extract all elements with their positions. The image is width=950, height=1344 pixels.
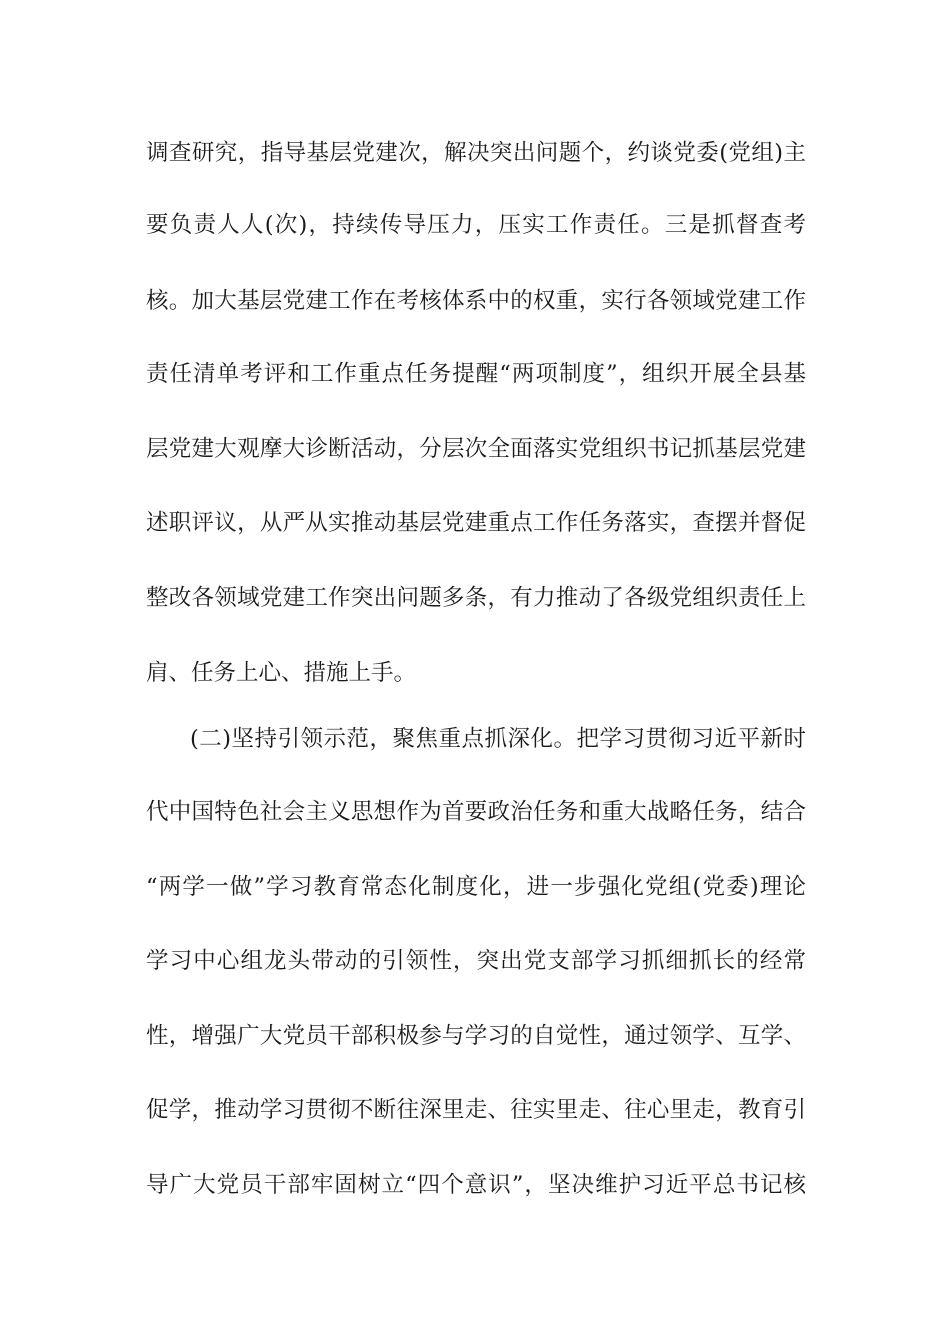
paragraph-line: 核。加大基层党建工作在考核体系中的权重，实行各领域党建工作	[146, 288, 806, 314]
paragraph-line: 层党建大观摩大诊断活动，分层次全面落实党组织书记抓基层党建	[146, 436, 806, 462]
paragraph-line: “两学一做”学习教育常态化制度化，进一步强化党组(党委)理论	[146, 874, 806, 900]
paragraph-line: 性，增强广大党员干部积极参与学习的自觉性，通过领学、互学、	[146, 1023, 806, 1049]
paragraph-line: 述职评议，从严从实推动基层党建重点工作任务落实，查摆并督促	[146, 510, 806, 536]
paragraph-line: 肩、任务上心、措施上手。	[146, 660, 417, 686]
paragraph-line: 调查研究，指导基层党建次，解决突出问题个，约谈党委(党组)主	[146, 140, 806, 166]
paragraph-line: 导广大党员干部牢固树立“四个意识”，坚决维护习近平总书记核	[146, 1172, 806, 1198]
paragraph-line: 促学，推动学习贯彻不断往深里走、往实里走、往心里走，教育引	[146, 1097, 806, 1123]
paragraph-line: 责任清单考评和工作重点任务提醒“两项制度”，组织开展全县基	[146, 361, 806, 387]
paragraph-line: 学习中心组龙头带动的引领性，突出党支部学习抓细抓长的经常	[146, 948, 806, 974]
paragraph-line: 整改各领域党建工作突出问题多条，有力推动了各级党组织责任上	[146, 585, 806, 611]
paragraph-line: 代中国特色社会主义思想作为首要政治任务和重大战略任务，结合	[146, 799, 806, 825]
paragraph-line: 要负责人人(次)，持续传导压力，压实工作责任。三是抓督查考	[146, 212, 806, 238]
section-heading-line: (二)坚持引领示范，聚焦重点抓深化。把学习贯彻习近平新时	[190, 726, 806, 752]
